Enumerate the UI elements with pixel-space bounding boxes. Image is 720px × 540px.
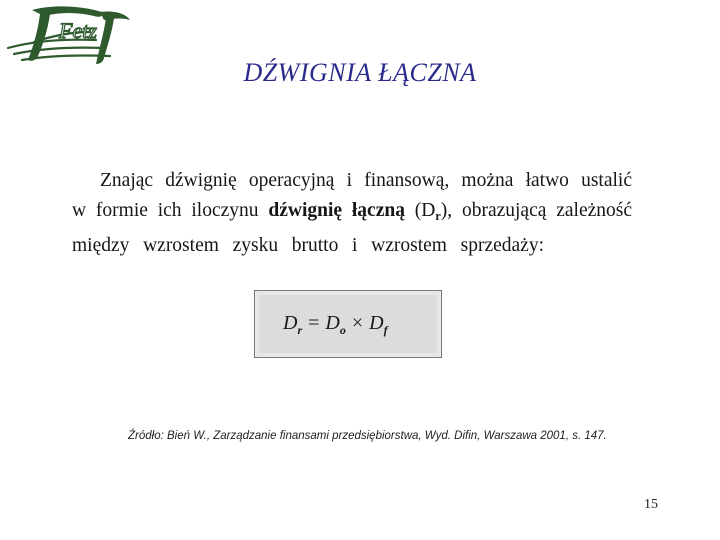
formula-times: × [351, 312, 364, 334]
scanned-paragraph [72, 166, 632, 261]
source-citation: Źródło: Bień W., Zarządzanie finansami przedsiębiorstwa, Wyd. Difin, Warszawa 2001, s. 147. [128, 430, 607, 442]
line2-start: w formie ich iloczynu [72, 200, 259, 221]
line2-symbol: (D [414, 200, 436, 221]
formula-lhs-sub: r [297, 322, 303, 337]
paragraph-line-2 [72, 196, 632, 231]
line2-symbol-sub: r [435, 209, 441, 224]
paragraph-line-1: Znając dźwignię operacyjną i finansową, można łatwo ustalić [100, 170, 632, 191]
page-number: 15 [644, 497, 658, 512]
line2-bold-term: dźwignię łączną [268, 200, 405, 221]
formula-b: D [369, 312, 384, 334]
paragraph-line-3: między wzrostem zysku brutto i wzrostem sprzedaży: [72, 235, 544, 257]
formula-a: D [325, 312, 340, 334]
formula-lhs: D [283, 312, 298, 334]
formula [283, 312, 388, 338]
line2-end: ), obrazującą zależność [440, 200, 633, 221]
formula-box [254, 290, 442, 358]
formula-a-sub: o [339, 322, 346, 337]
slide-title: DŹWIGNIA ŁĄCZNA [243, 58, 477, 87]
logo-text: Fetz [59, 18, 97, 43]
formula-b-sub: f [383, 322, 388, 337]
formula-equals: = [308, 312, 320, 334]
